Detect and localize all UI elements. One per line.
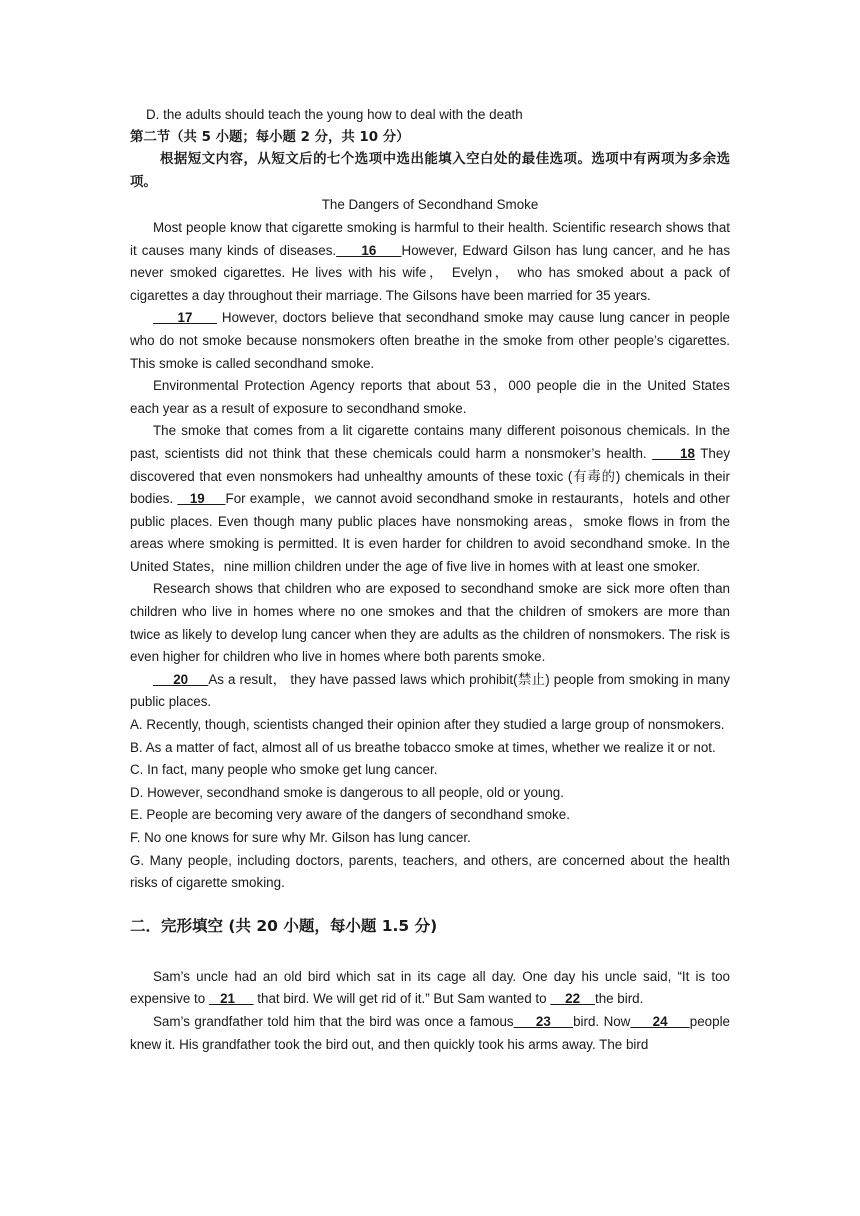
previous-question-option-d: D. the adults should teach the young how to deal with the death [146, 107, 523, 122]
section-instruction: 根据短文内容，从短文后的七个选项中选出能填入空白处的最佳选项。选项中有两项为多余选项。 [130, 152, 730, 190]
paragraph-text: However, Edward Gilson has lung cancer, and he has never smoked cigarettes. He lives with his wife， Evelyn， who has smoked about a pack of cigarettes a day throughout their marriage. The Gilsons have been married for 35 years. [130, 242, 731, 303]
paragraph-text: Most people know that cigarette smoking is harmful to their health. Scientific research shows that it causes many kinds of diseases. [130, 219, 730, 258]
paragraph-text: As a result， they have passed laws which prohibit(禁止) people from smoking in many public places. [130, 671, 730, 710]
part-heading: 二．完形填空 (共 20 小题，每小题 1.5 分) [130, 916, 438, 935]
paragraph-text: Sam’s grandfather told him that the bird was once a famous [153, 1013, 514, 1029]
blank-19: 19 [177, 491, 226, 507]
option-d: D. However, secondhand smoke is dangerous to all people, old or young. [130, 784, 564, 800]
paragraph-text: that bird. We will get rid of it.” But Sam wanted to [253, 991, 551, 1007]
paragraph-text: Sam’s uncle had an old bird which sat in its cage all day. One day his uncle said, “It is too expensive to [130, 968, 730, 1007]
blank-23: 23 [513, 1013, 574, 1029]
passage-paragraph [130, 307, 730, 375]
paragraph-text: However, doctors believe that secondhand smoke may cause lung cancer in people who do not smoke because nonsmokers often breathe in the smoke from other people’s cigarettes. This smoke is called secondhand smoke. [130, 310, 730, 371]
blank-18: 18 [652, 445, 695, 461]
blank-20: 20 [153, 671, 209, 687]
option-e: E. People are becoming very aware of the dangers of secondhand smoke. [130, 807, 570, 823]
blank-17: 17 [153, 310, 217, 326]
passage-paragraph: Research shows that children who are exposed to secondhand smoke are sick more often than children who live in homes where no one smokes and that the children of smokers are more than twice as likely to develop lung cancer when they are adults as the children of nonsmokers. The risk is even higher for children who live in homes where both parents smoke. [130, 581, 730, 665]
blank-16: 16 [336, 242, 402, 258]
option-b: B. As a matter of fact, almost all of us breathe tobacco smoke at times, whether we realize it or not. [130, 739, 716, 755]
passage-paragraph [130, 217, 730, 307]
option-f: F. No one knows for sure why Mr. Gilson has lung cancer. [130, 830, 471, 845]
paragraph-text: The smoke that comes from a lit cigarette contains many different poisonous chemicals. In the past, scientists did not think that these chemicals could harm a nonsmoker’s health. [130, 423, 730, 461]
section-heading: 第二节（共 5 小题；每小题 2 分，共 10 分） [130, 129, 410, 145]
page-content [130, 104, 730, 1056]
passage-paragraph [130, 420, 730, 578]
option-g: G. Many people, including doctors, parents, teachers, and others, are concerned about the health risks of cigarette smoking. [130, 852, 730, 891]
paragraph-text: For example，we cannot avoid secondhand smoke in restaurants，hotels and other public places. Even though many public places have nonsmoking areas，smoke flows in from the areas where smoking is permitted. It is even harder for children to avoid secondhand smoke. In the United States，nine million children under the age of five live in homes with at least one smoker. [130, 491, 730, 574]
blank-21: 21 [208, 991, 254, 1007]
passage-paragraph [130, 669, 730, 714]
blank-24: 24 [630, 1013, 690, 1029]
cloze-paragraph [130, 966, 730, 1011]
option-c: C. In fact, many people who smoke get lung cancer. [130, 762, 438, 778]
blank-22: 22 [550, 991, 595, 1007]
paragraph-text: bird. Now [573, 1013, 631, 1029]
paragraph-text: the bird. [594, 991, 644, 1007]
paragraph-text: They discovered that even nonsmokers had unhealthy amounts of these toxic (有毒的) chemicals in their bodies. [130, 445, 731, 507]
paragraph-text: people knew it. His grandfather took the bird out, and then quickly took his arms away. The bird [130, 1013, 730, 1052]
passage-paragraph: Environmental Protection Agency reports that about 53，000 people die in the United States each year as a result of exposure to secondhand smoke. [130, 378, 730, 416]
passage-title: The Dangers of Secondhand Smoke [321, 197, 539, 213]
option-a: A. Recently, though, scientists changed their opinion after they studied a large group of nonsmokers. [130, 717, 725, 733]
cloze-paragraph [130, 1011, 730, 1056]
